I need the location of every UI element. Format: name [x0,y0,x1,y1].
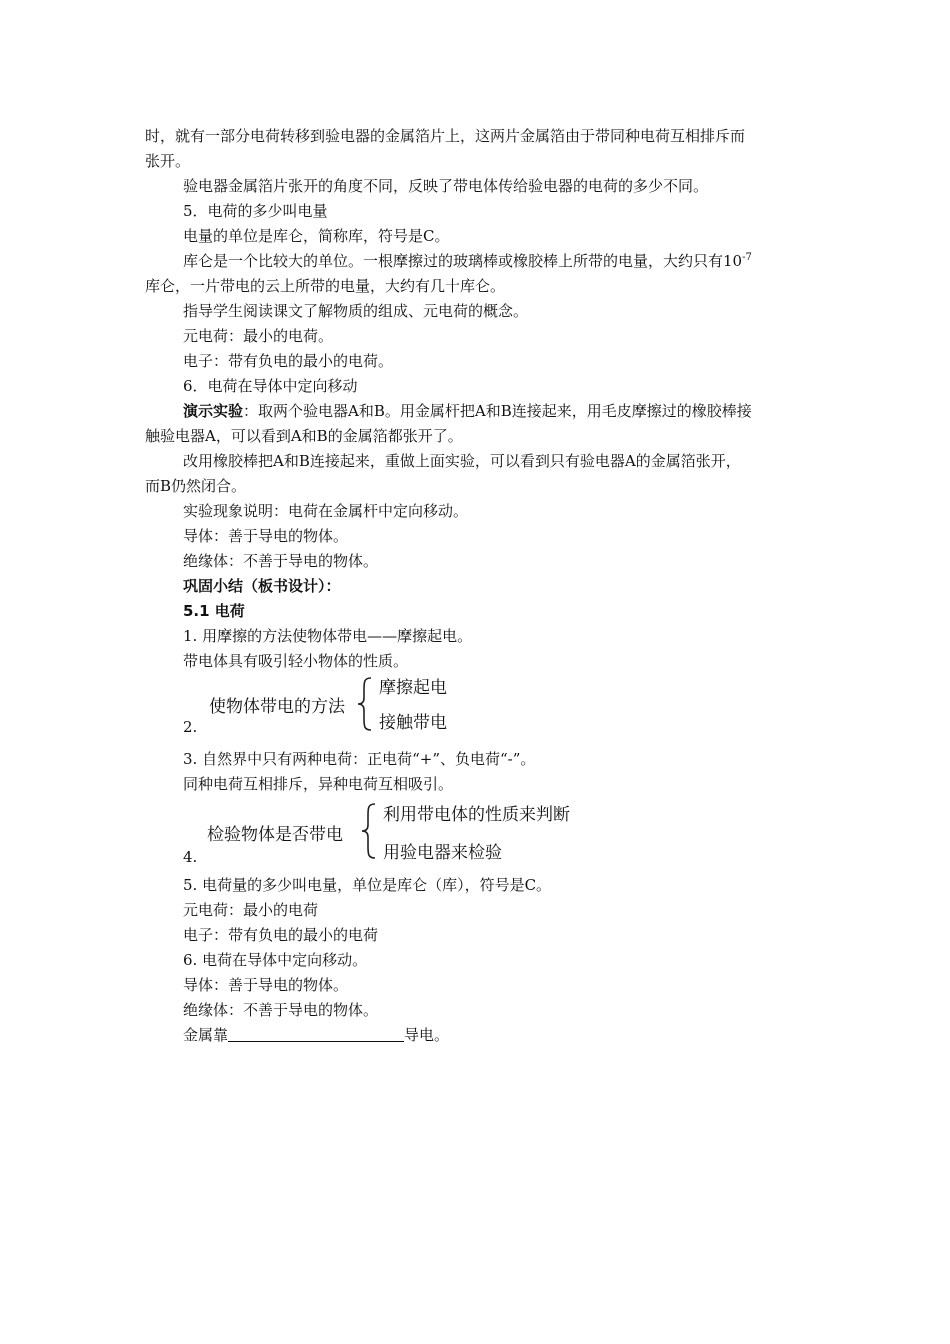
superscript-exponent: -7 [742,252,752,263]
section-heading: 5．电荷的多少叫电量 [183,202,328,220]
curly-brace-icon [359,802,379,860]
summary-item: 绝缘体：不善于导电的物体。 [183,1001,379,1019]
brace-diagram-charge-detection [183,796,613,868]
summary-item: 带电体具有吸引轻小物体的性质。 [183,652,409,670]
paragraph: 指导学生阅读课文了解物质的组成、元电荷的概念。 [183,302,529,320]
diagram-number: 2. [183,718,198,736]
paragraph-line: 张开。 [145,152,191,170]
paragraph-line [183,251,752,271]
section-heading: 6．电荷在导体中定向移动 [183,377,358,395]
diagram-option: 接触带电 [379,713,447,733]
paragraph: 绝缘体：不善于导电的物体。 [183,552,379,570]
diagram-main-label: 使物体带电的方法 [209,697,345,717]
paragraph: 导体：善于导电的物体。 [183,527,349,545]
summary-item: 6. 电荷在导体中定向移动。 [183,951,368,969]
diagram-option: 摩擦起电 [379,678,447,698]
paragraph-line: 触验电器A，可以看到A和B的金属箔都张开了。 [145,427,463,445]
summary-item: 5. 电荷量的多少叫电量，单位是库仑（库），符号是C。 [183,876,552,894]
curly-brace-icon [355,676,375,732]
summary-item: 同种电荷互相排斥，异种电荷互相吸引。 [183,775,454,793]
paragraph-text: ：取两个验电器A和B。用金属杆把A和B连接起来，用毛皮摩擦过的橡胶棒接 [243,402,752,420]
diagram-number: 4. [183,848,198,866]
paragraph-line: 时，就有一部分电荷转移到验电器的金属箔片上，这两片金属箔由于带同种电荷互相排斥而 [145,127,746,145]
diagram-main-label: 检验物体是否带电 [207,825,343,845]
summary-item: 电子：带有负电的最小的电荷 [183,926,379,944]
paragraph-line: 改用橡胶棒把A和B连接起来，重做上面实验，可以看到只有验电器A的金属箔张开， [183,452,741,470]
bold-label: 演示实验 [183,402,244,420]
paragraph-line: 库仑，一片带电的云上所带的电量，大约有几十库仑。 [145,277,506,295]
paragraph: 电子：带有负电的最小的电荷。 [183,352,394,370]
diagram-option: 利用带电体的性质来判断 [383,805,570,825]
summary-item: 1. 用摩擦的方法使物体带电——摩擦起电。 [183,627,473,645]
paragraph: 实验现象说明：电荷在金属杆中定向移动。 [183,502,469,520]
summary-section-title: 5.1 电荷 [183,602,245,620]
brace-diagram-charging-methods [183,670,483,740]
paragraph: 元电荷：最小的电荷。 [183,327,334,345]
summary-item: 导体：善于导电的物体。 [183,976,349,994]
paragraph-line [183,401,752,421]
diagram-option: 用验电器来检验 [383,843,502,863]
paragraph-text: 库仑是一个比较大的单位。一根摩擦过的玻璃棒或橡胶棒上所带的电量，大约只有10 [183,252,743,270]
summary-heading: 巩固小结（板书设计）： [183,577,341,595]
fill-in-blank-line [183,1025,449,1045]
summary-item: 3. 自然界中只有两种电荷：正电荷“+”、负电荷“-”。 [183,750,536,768]
answer-blank [228,1027,404,1042]
blank-suffix: 导电。 [404,1026,450,1044]
summary-item: 元电荷：最小的电荷 [183,901,319,919]
blank-prefix: 金属靠 [183,1026,229,1044]
paragraph-line: 而B仍然闭合。 [145,477,247,495]
paragraph: 电量的单位是库仑，简称库，符号是C。 [183,227,450,245]
paragraph: 验电器金属箔片张开的角度不同，反映了带电体传给验电器的电荷的多少不同。 [183,177,709,195]
